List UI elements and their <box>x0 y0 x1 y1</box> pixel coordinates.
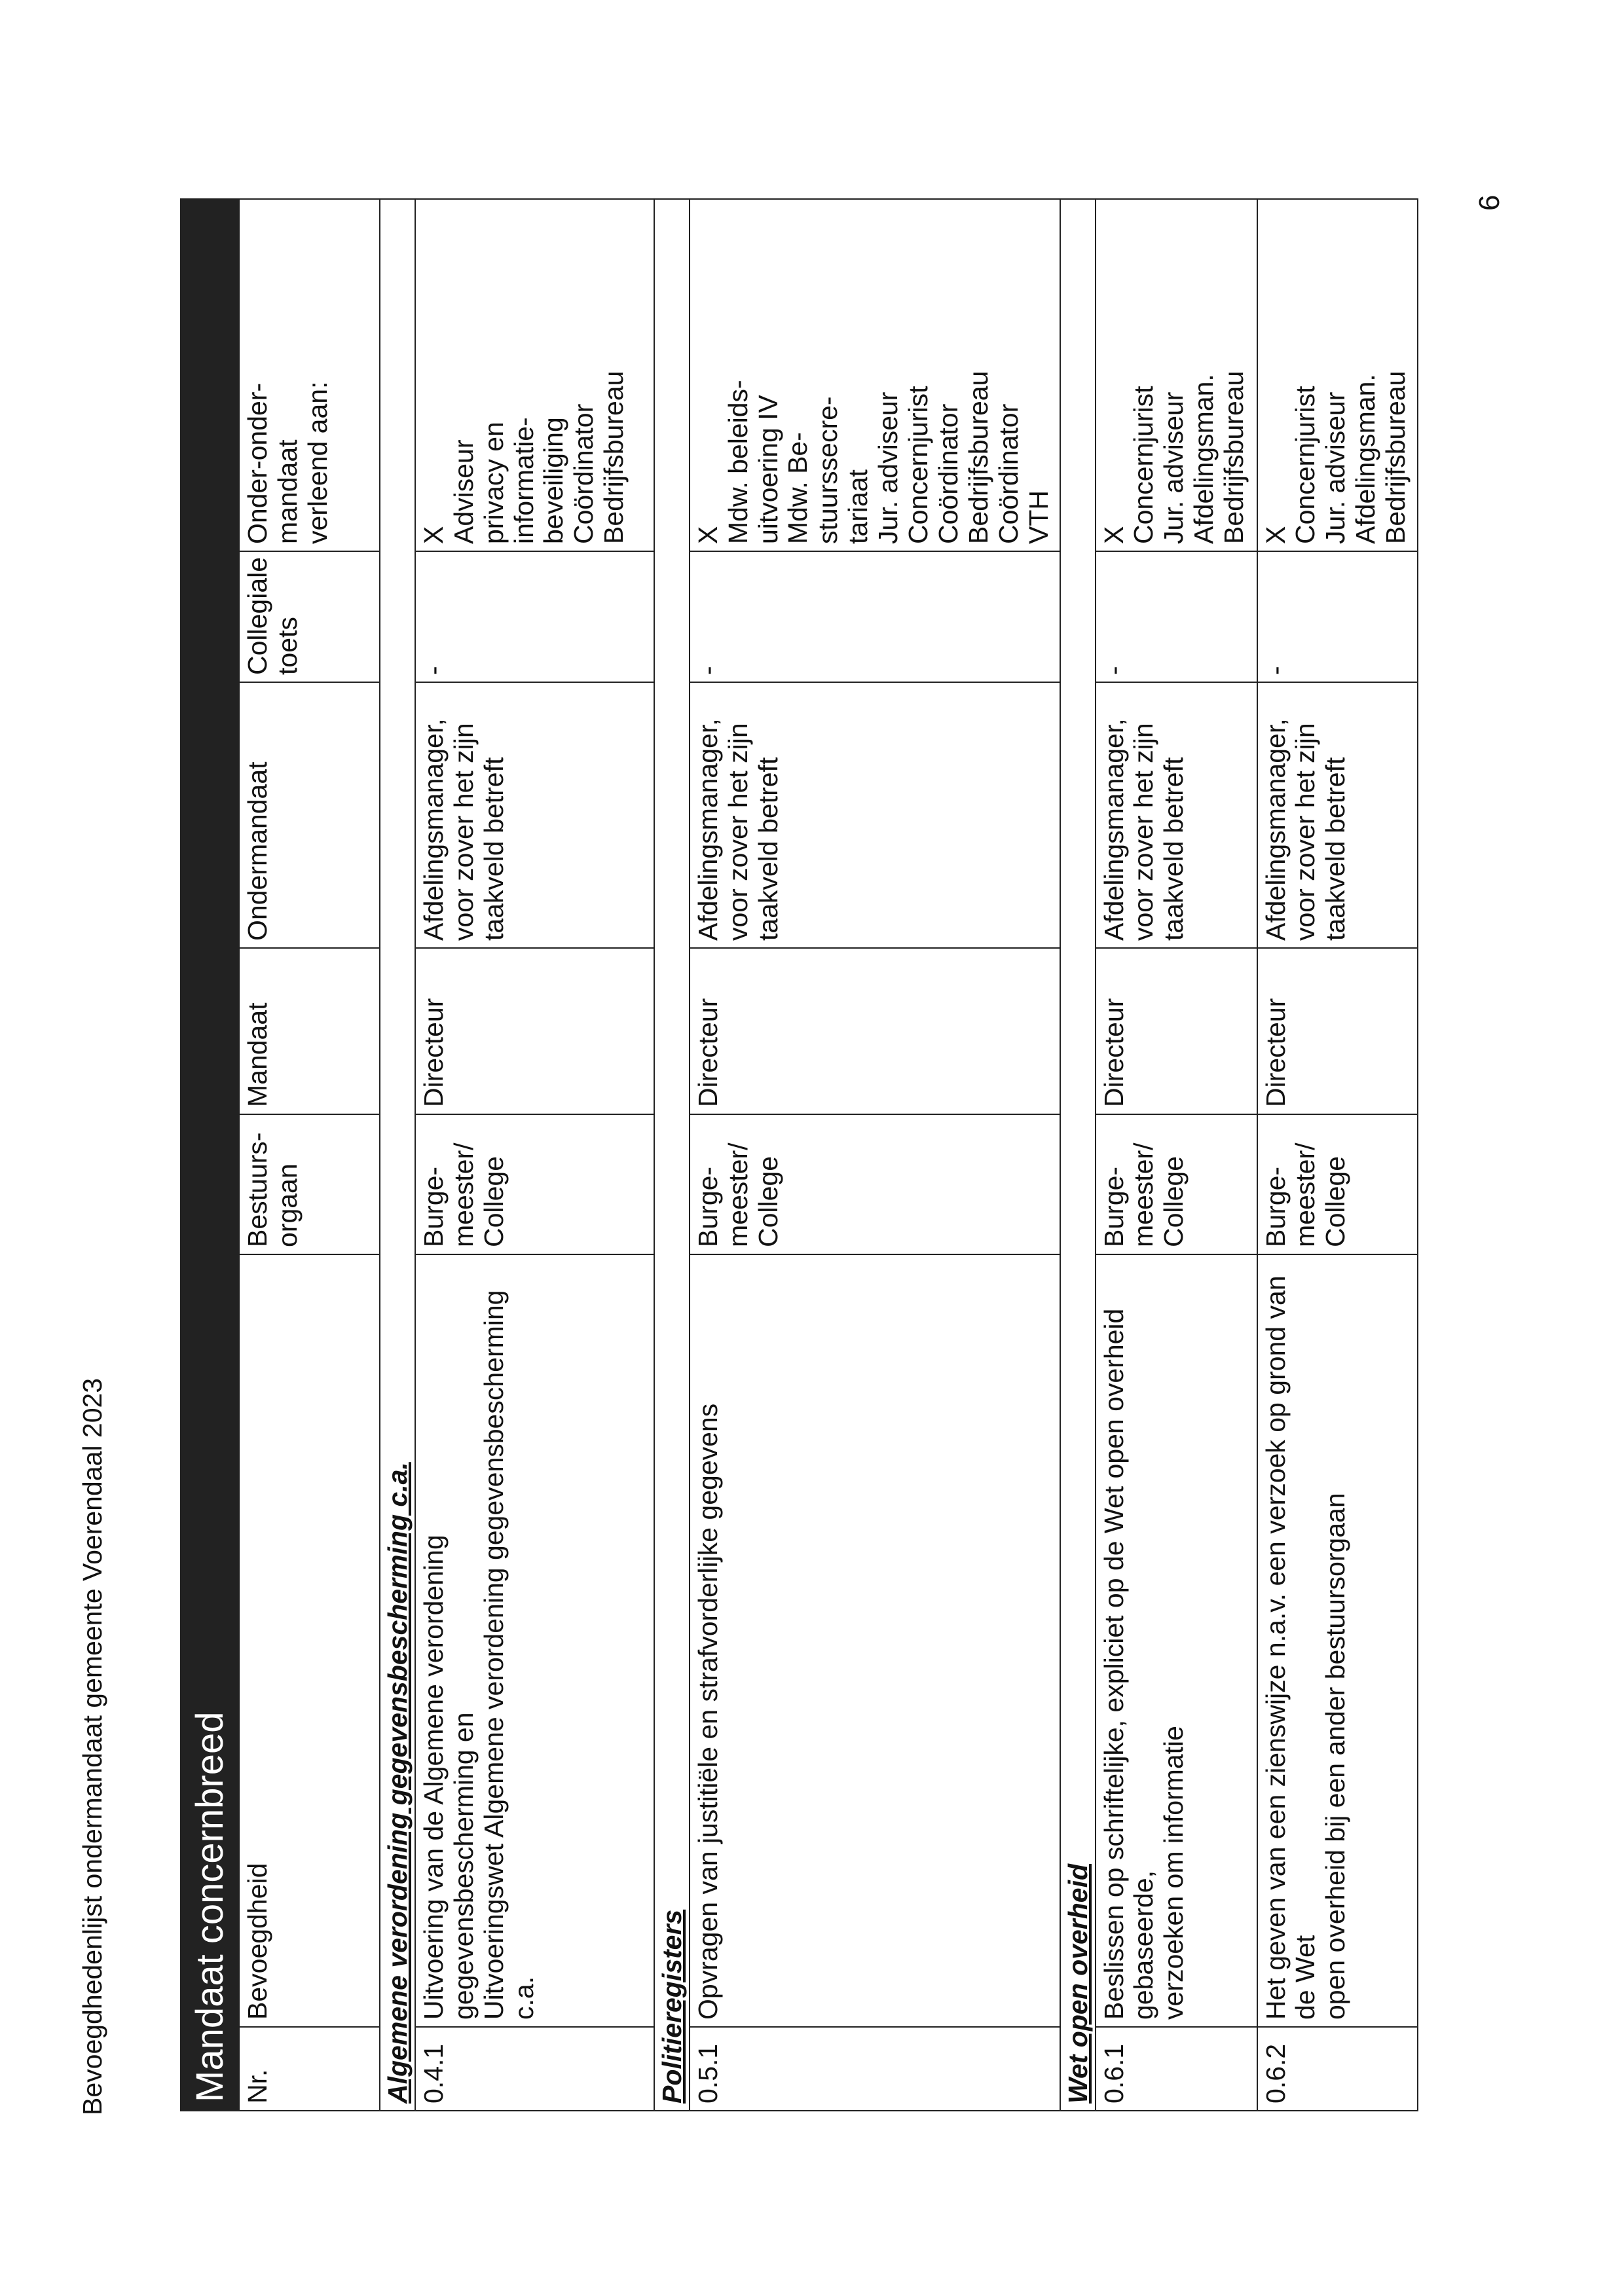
table-title: Mandaat concernbreed <box>181 199 239 2111</box>
cell-mandaat: Directeur <box>1096 948 1257 1114</box>
cell-collegiale-toets: - <box>415 551 654 682</box>
section-title-text: Algemene verordening gegevensbescherming c.a. <box>382 1462 413 2104</box>
page-number: 6 <box>1473 194 1505 211</box>
cell-bestuursorgaan: Burge- meester/ College <box>1257 1114 1418 1254</box>
cell-bevoegdheid: Uitvoering van de Algemene verordening gegevensbescherming en Uitvoeringswet Algemene verordening gegevensbescherming c.a. <box>415 1254 654 2027</box>
cell-bestuursorgaan: Burge- meester/ College <box>1096 1114 1257 1254</box>
document-header: Bevoegdhedenlijst ondermandaat gemeente Voerendaal 2023 <box>77 1377 107 2115</box>
cell-onderondermandaat: X Mdw. beleids- uitvoering IV Mdw. Be- stuurssecre- tariaat Jur. adviseur Concernjurist Coördinator Bedrijfsbureau Coördinator VTH <box>690 199 1060 551</box>
table-title-row <box>181 199 239 2111</box>
section-title <box>1060 199 1096 2111</box>
cell-bevoegdheid: Het geven van een zienswijze n.a.v. een verzoek op grond van de Wet open overheid bij een ander bestuursorgaan <box>1257 1254 1418 2027</box>
col-header-bevoegdheid: Bevoegdheid <box>239 1254 380 2027</box>
cell-collegiale-toets: - <box>690 551 1060 682</box>
cell-onderondermandaat: X Concernjurist Jur. adviseur Afdelingsman. Bedrijfsbureau <box>1257 199 1418 551</box>
cell-collegiale-toets: - <box>1257 551 1418 682</box>
cell-mandaat: Directeur <box>415 948 654 1114</box>
section-title <box>654 199 690 2111</box>
cell-nr: 0.6.1 <box>1096 2027 1257 2111</box>
table-row <box>1257 199 1418 2111</box>
table-row <box>1096 199 1257 2111</box>
section-header-row <box>654 199 690 2111</box>
col-header-onderondermandaat: Onder-onder- mandaat verleend aan: <box>239 199 380 551</box>
cell-onderondermandaat: X Concernjurist Jur. adviseur Afdelingsman. Bedrijfsbureau <box>1096 199 1257 551</box>
cell-mandaat: Directeur <box>1257 948 1418 1114</box>
column-header-row <box>239 199 380 2111</box>
mandate-table <box>180 198 1418 2111</box>
cell-ondermandaat: Afdelingsmanager, voor zover het zijn taakveld betreft <box>690 682 1060 948</box>
cell-nr: 0.4.1 <box>415 2027 654 2111</box>
cell-bevoegdheid: Beslissen op schriftelijke, expliciet op de Wet open overheid gebaseerde, verzoeken om informatie <box>1096 1254 1257 2027</box>
cell-collegiale-toets: - <box>1096 551 1257 682</box>
cell-nr: 0.5.1 <box>690 2027 1060 2111</box>
table-row <box>415 199 654 2111</box>
section-title-text: Wet open overheid <box>1062 1863 1093 2104</box>
section-header-row <box>1060 199 1096 2111</box>
cell-ondermandaat: Afdelingsmanager, voor zover het zijn taakveld betreft <box>1257 682 1418 948</box>
cell-mandaat: Directeur <box>690 948 1060 1114</box>
section-title-text: Politieregisters <box>656 1909 687 2104</box>
col-header-mandaat: Mandaat <box>239 948 380 1114</box>
section-header-row <box>380 199 415 2111</box>
cell-bestuursorgaan: Burge- meester/ College <box>690 1114 1060 1254</box>
cell-nr: 0.6.2 <box>1257 2027 1418 2111</box>
col-header-nr: Nr. <box>239 2027 380 2111</box>
section-title <box>380 199 415 2111</box>
col-header-ondermandaat: Ondermandaat <box>239 682 380 948</box>
col-header-bestuursorgaan: Bestuurs- orgaan <box>239 1114 380 1254</box>
cell-bestuursorgaan: Burge- meester/ College <box>415 1114 654 1254</box>
table-row <box>690 199 1060 2111</box>
cell-ondermandaat: Afdelingsmanager, voor zover het zijn taakveld betreft <box>1096 682 1257 948</box>
cell-ondermandaat: Afdelingsmanager, voor zover het zijn taakveld betreft <box>415 682 654 948</box>
cell-bevoegdheid: Opvragen van justitiële en strafvorderlijke gegevens <box>690 1254 1060 2027</box>
cell-onderondermandaat: X Adviseur privacy en informatie- beveiliging Coördinator Bedrijfsbureau <box>415 199 654 551</box>
col-header-collegiale-toets: Collegiale toets <box>239 551 380 682</box>
